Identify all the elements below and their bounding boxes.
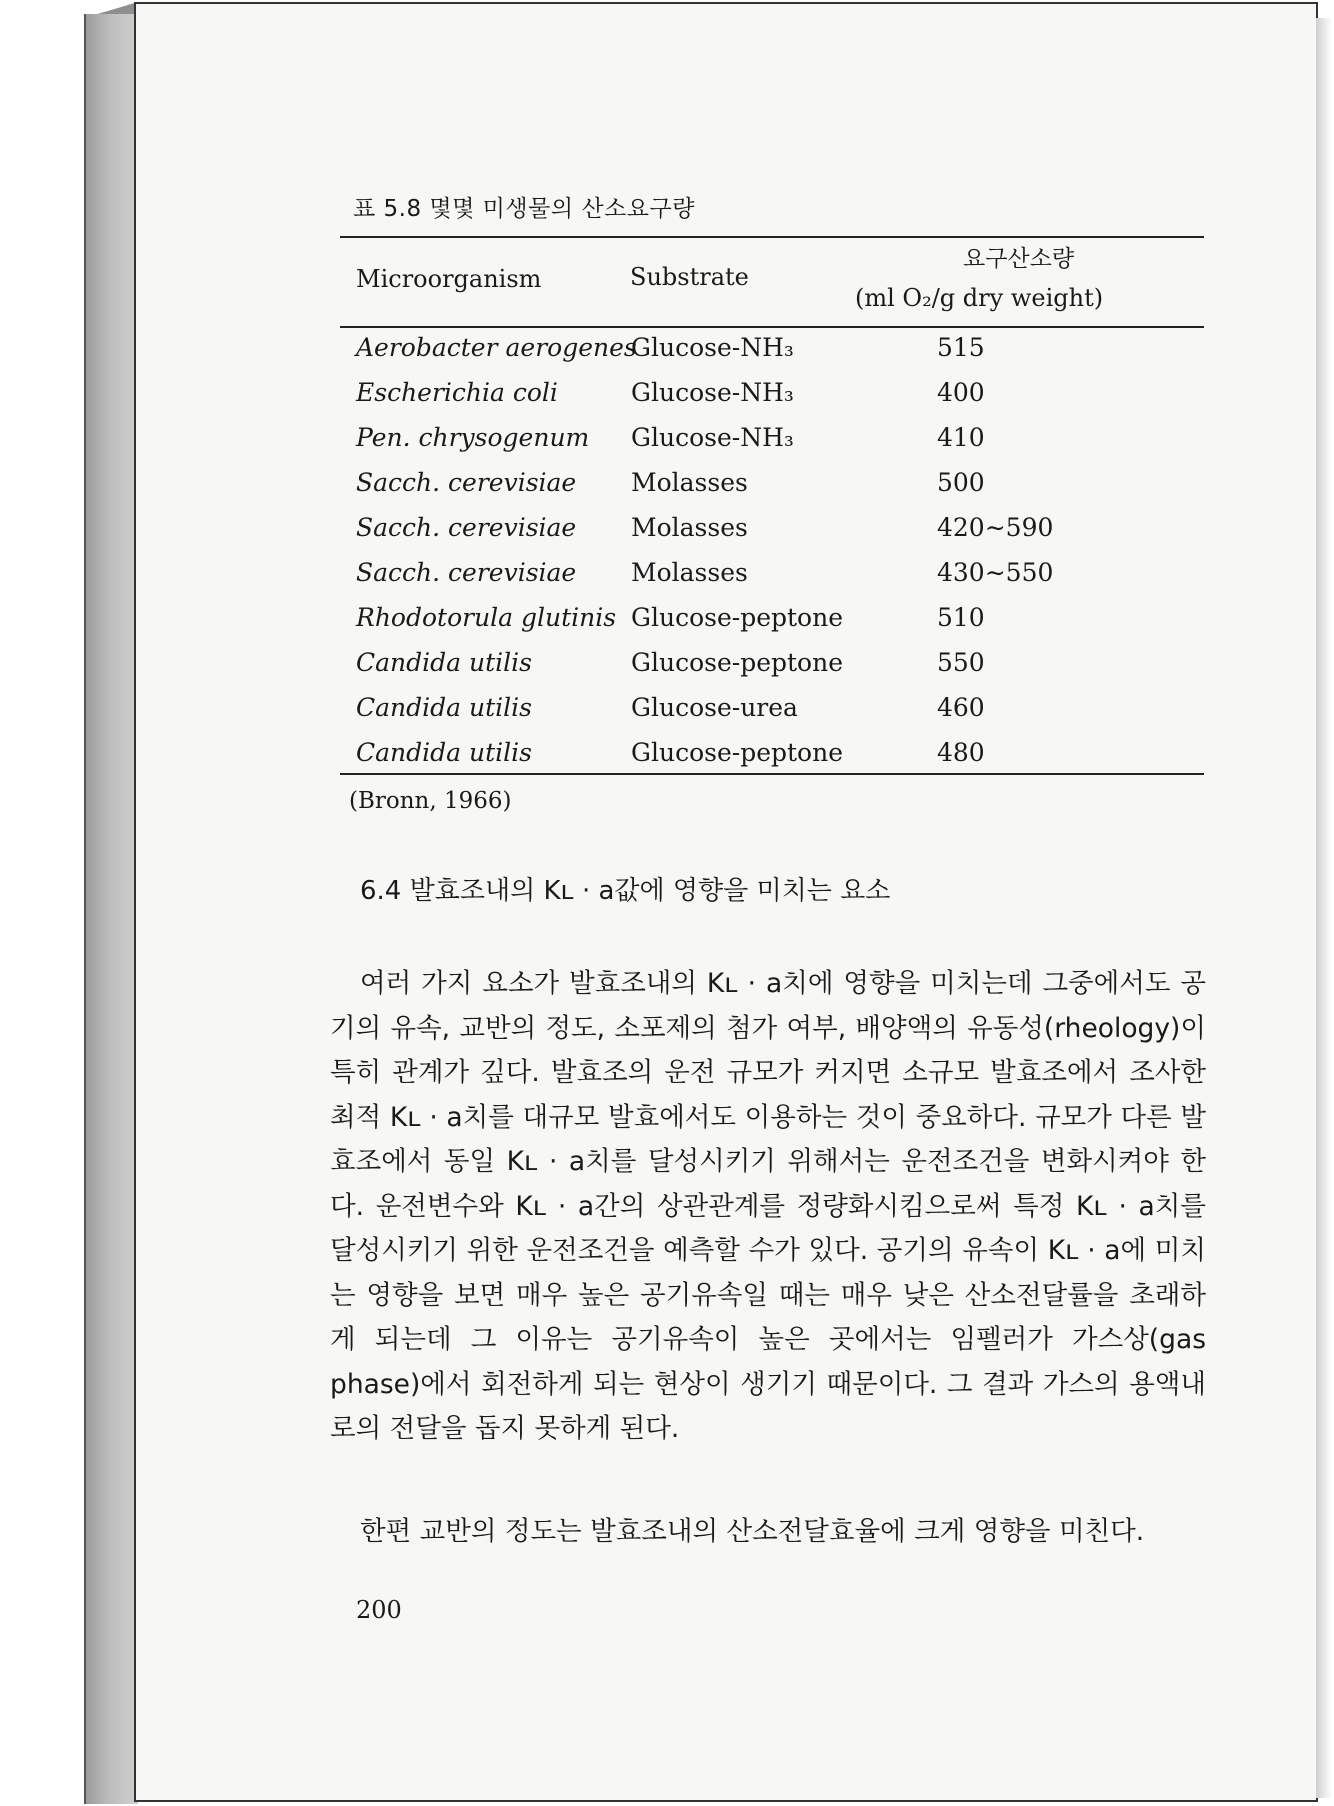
cell-substrate: Glucose-urea xyxy=(631,693,798,722)
table-bottom-rule xyxy=(340,773,1204,775)
cell-substrate: Molasses xyxy=(631,513,748,542)
body-paragraph: 한편 교반의 정도는 발효조내의 산소전달효율에 크게 영향을 미친다. xyxy=(360,1516,1145,1547)
table-row xyxy=(340,333,1204,377)
table-source: (Bronn, 1966) xyxy=(349,788,512,814)
cell-substrate: Molasses xyxy=(631,558,748,587)
cell-organism: Sacch. cerevisiae xyxy=(356,468,577,497)
cell-substrate: Glucose-NH₃ xyxy=(631,378,794,407)
table-header-rule xyxy=(340,326,1204,328)
table-row xyxy=(340,648,1204,692)
cell-organism: Sacch. cerevisiae xyxy=(356,513,577,542)
cell-substrate: Glucose-peptone xyxy=(631,603,843,632)
table-row xyxy=(340,468,1204,512)
cell-value: 400 xyxy=(937,378,985,407)
page-number: 200 xyxy=(356,1596,402,1624)
cell-organism: Candida utilis xyxy=(356,648,532,677)
body-paragraph: 여러 가지 요소가 발효조내의 Kʟ · a치에 영향을 미치는데 그중에서도 공기의 유속, 교반의 정도, 소포제의 첨가 여부, 배양액의 유동성(rheology)이 특히 관계가 깊다. 발효조의 운전 규모가 커지면 소규모 발효조에서 조사한 최적 Kʟ · a치를 대규모 발효에서도 이용하는 것이 중요하다. 규모가 다른 발효조에서 동일 Kʟ · a치를 달성시키기 위해서는 운전조건을 변화시켜야 한다. 운전변수와 Kʟ · a간의 상관관계를 정량화시킴으로써 특정 Kʟ · a치를 달성시키기 위한 운전조건을 예측할 수가 있다. 공기의 유속이 Kʟ · a에 미치는 영향을 보면 매우 높은 공기유속일 때는 매우 낮은 산소전달률을 초래하게 되는데 그 이유는 공기유속이 높은 곳에서는 임펠러가 가스상(gas phase)에서 회전하게 되는 현상이 생기기 때문이다. 그 결과 가스의 용액내로의 전달을 돕지 못하게 된다. xyxy=(330,968,1206,1444)
page-edge-shadow xyxy=(1316,18,1332,1798)
cell-value: 515 xyxy=(937,333,985,362)
cell-value: 550 xyxy=(937,648,985,677)
table-row xyxy=(340,738,1204,782)
cell-substrate: Glucose-NH₃ xyxy=(631,423,794,452)
header-oxygen-unit: (ml O₂/g dry weight) xyxy=(855,284,1104,312)
table-caption: 표 5.8 몇몇 미생물의 산소요구량 xyxy=(353,196,695,222)
cell-value: 480 xyxy=(937,738,985,767)
cell-value: 420∼590 xyxy=(937,513,1054,542)
header-microorganism: Microorganism xyxy=(356,265,542,293)
header-oxygen-demand: 요구산소량 xyxy=(963,246,1075,272)
cell-organism: Candida utilis xyxy=(356,738,532,767)
cell-substrate: Glucose-NH₃ xyxy=(631,333,794,362)
cell-value: 430∼550 xyxy=(937,558,1054,587)
cell-substrate: Glucose-peptone xyxy=(631,738,843,767)
cell-organism: Aerobacter aerogenes xyxy=(356,333,637,362)
table-row xyxy=(340,603,1204,647)
cell-organism: Candida utilis xyxy=(356,693,532,722)
table-row xyxy=(340,558,1204,602)
cell-organism: Rhodotorula glutinis xyxy=(356,603,617,632)
cell-organism: Escherichia coli xyxy=(356,378,558,407)
table-row xyxy=(340,693,1204,737)
cell-value: 500 xyxy=(937,468,985,497)
cell-substrate: Molasses xyxy=(631,468,748,497)
table-row xyxy=(340,513,1204,557)
table-row xyxy=(340,378,1204,422)
header-substrate: Substrate xyxy=(630,263,749,291)
cell-value: 410 xyxy=(937,423,985,452)
cell-value: 510 xyxy=(937,603,985,632)
cell-organism: Pen. chrysogenum xyxy=(356,423,590,452)
cell-organism: Sacch. cerevisiae xyxy=(356,558,577,587)
book-spine xyxy=(84,14,138,1804)
table-top-rule xyxy=(340,236,1204,238)
table-row xyxy=(340,423,1204,467)
section-title: 6.4 발효조내의 Kʟ · a값에 영향을 미치는 요소 xyxy=(360,876,891,906)
cell-value: 460 xyxy=(937,693,985,722)
cell-substrate: Glucose-peptone xyxy=(631,648,843,677)
